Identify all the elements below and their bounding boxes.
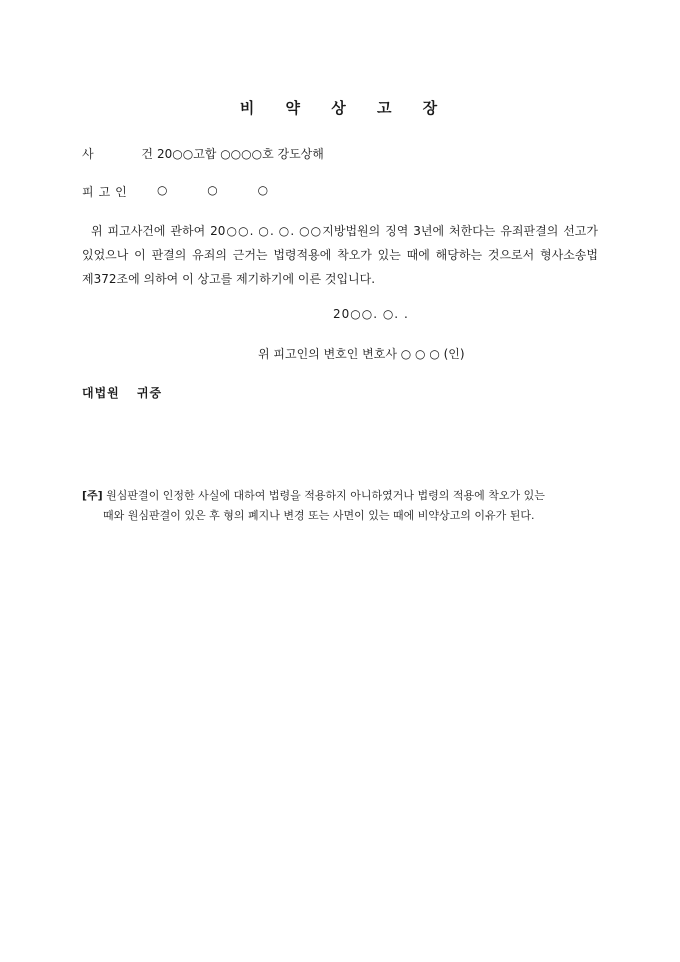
footnote-text-1: 원심판결이 인정한 사실에 대하여 법령을 적용하지 아니하였거나 법령의 적용에 착오가 있는 (102, 489, 545, 502)
case-label: 사 건 (82, 147, 175, 161)
footnote (82, 486, 606, 526)
footnote-mark: [주] (82, 489, 103, 502)
defendant-label: 피고인 (82, 185, 132, 199)
filing-date: 20○○. ○. . (333, 307, 409, 321)
addressee: 대법원 귀중 (82, 386, 163, 400)
defendant-value: ○ ○ ○ (157, 183, 287, 197)
document-title: 비 약 상 고 장 (239, 99, 451, 117)
footnote-line-2: 때와 원심판결이 있은 후 형의 폐지나 변경 또는 사면이 있는 때에 비약상고의 이유가 된다. (103, 509, 535, 522)
footnote-line-1 (82, 486, 606, 506)
case-value: 20○○고합 ○○○○호 강도상해 (157, 147, 324, 161)
body-paragraph: 위 피고사건에 관하여 20○○. ○. ○. ○○지방법원의 징역 3년에 처한다는 유죄판결의 선고가 있었으나 이 판결의 유죄의 근거는 법령적용에 착오가 있는 때에 해당하는 것으로서 형사소송법 제372조에 의하여 이 상고를 제기하기에 이른 것입니다. (82, 224, 598, 286)
attorney-signature: 위 피고인의 변호인 변호사 ○ ○ ○ (인) (258, 347, 465, 361)
